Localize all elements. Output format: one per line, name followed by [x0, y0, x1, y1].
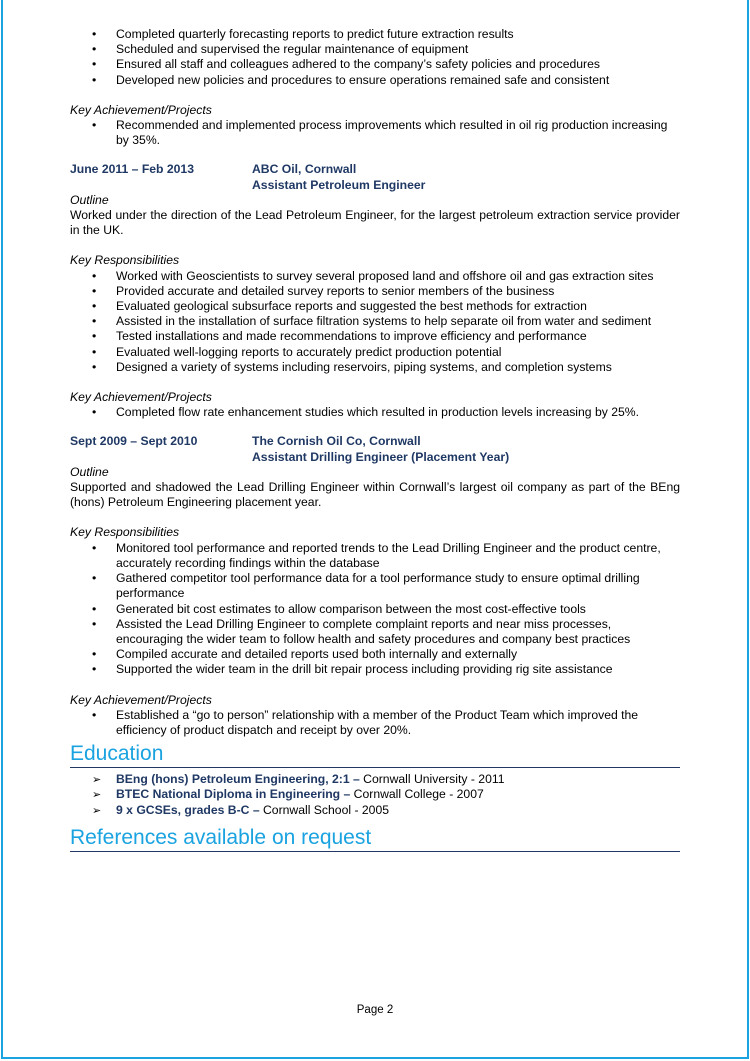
list-item: • Worked with Geoscientists to survey several proposed land and offshore oil and gas extraction sites: [116, 269, 680, 284]
job3-responsibilities-heading: Key Responsibilities: [70, 525, 180, 540]
page-number: Page 2: [356, 1004, 394, 1016]
education-item: [116, 772, 680, 787]
list-item: • Gathered competitor tool performance data for a tool performance study to ensure optimal drilling performance: [116, 571, 680, 601]
list-item: • Designed a variety of systems including reservoirs, piping systems, and completion systems: [116, 360, 680, 375]
job3-title: Assistant Drilling Engineer (Placement Year): [252, 449, 510, 464]
list-item: • Monitored tool performance and reported trends to the Lead Drilling Engineer and the product centre, accurately recording findings within the database: [116, 541, 680, 571]
list-item: • Assisted in the installation of surface filtration systems to help separate oil from water and sediment: [116, 314, 680, 329]
job2-outline-heading: Outline: [70, 192, 109, 207]
institution: Cornwall College - 2007: [350, 787, 484, 802]
list-item: • Assisted the Lead Drilling Engineer to complete complaint reports and near miss processes, encouraging the wider team to follow health and safety procedures and company best practices: [116, 617, 680, 647]
list-item: • Scheduled and supervised the regular maintenance of equipment: [116, 42, 680, 57]
job2-dates: June 2011 – Feb 2013: [70, 162, 194, 177]
job2-responsibilities-list: [70, 269, 680, 375]
list-item: • Tested installations and made recommendations to improve efficiency and performance: [116, 329, 680, 344]
education-item: [116, 803, 680, 818]
list-item: • Generated bit cost estimates to allow comparison between the most cost-effective tools: [116, 602, 680, 617]
institution: Cornwall School - 2005: [259, 802, 390, 817]
list-item: • Developed new policies and procedures to ensure operations remained safe and consistent: [116, 73, 680, 88]
job2-header: [70, 162, 680, 192]
job2-responsibilities-heading: Key Responsibilities: [70, 253, 180, 268]
list-item: • Evaluated geological subsurface reports and suggested the best methods for extraction: [116, 299, 680, 314]
job1-achievements-heading: Key Achievement/Projects: [70, 102, 212, 117]
job3-dates: Sept 2009 – Sept 2010: [70, 434, 198, 449]
education-item: [116, 787, 680, 802]
list-item: • Ensured all staff and colleagues adhered to the company’s safety policies and procedures: [116, 57, 680, 72]
list-item: • Completed quarterly forecasting reports to predict future extraction results: [116, 27, 680, 42]
list-item: • Evaluated well-logging reports to accurately predict production potential: [116, 345, 680, 360]
job3-outline: Supported and shadowed the Lead Drilling Engineer within Cornwall’s largest oil company as part of the BEng (hons) Petroleum Engineering placement year.: [70, 480, 680, 510]
job3-header: [70, 434, 680, 464]
qualification: BEng (hons) Petroleum Engineering, 2:1 –: [116, 772, 360, 787]
job2-achievements-list: [70, 405, 680, 420]
job3-outline-heading: Outline: [70, 464, 109, 479]
job2-company: ABC Oil, Cornwall: [252, 162, 357, 177]
qualification: BTEC National Diploma in Engineering –: [116, 787, 351, 802]
list-item: • Established a “go to person” relationship with a member of the Product Team which improved the efficiency of product dispatch and receipt by over 20%.: [116, 708, 680, 738]
list-item: • Recommended and implemented process improvements which resulted in oil rig production increasing by 35%.: [116, 118, 680, 148]
institution: Cornwall University - 2011: [359, 772, 505, 787]
list-item: • Completed flow rate enhancement studies which resulted in production levels increasing by 25%.: [116, 405, 680, 420]
qualification: 9 x GCSEs, grades B-C –: [116, 802, 260, 817]
education-heading: Education: [70, 742, 680, 768]
job1-achievements-list: [70, 118, 680, 148]
job2-achievements-heading: Key Achievement/Projects: [70, 390, 212, 405]
job3-achievements-heading: Key Achievement/Projects: [70, 692, 212, 707]
cv-page: [70, 27, 680, 852]
list-item: • Supported the wider team in the drill bit repair process including providing rig site assistance: [116, 662, 680, 677]
job3-responsibilities-list: [70, 541, 680, 678]
job1-responsibilities-list: [70, 27, 680, 88]
job2-title: Assistant Petroleum Engineer: [252, 177, 426, 192]
job3-achievements-list: [70, 708, 680, 738]
list-item: • Provided accurate and detailed survey reports to senior members of the business: [116, 284, 680, 299]
job2-outline: Worked under the direction of the Lead Petroleum Engineer, for the largest petroleum extraction service provider in the UK.: [70, 208, 680, 238]
list-item: • Compiled accurate and detailed reports used both internally and externally: [116, 647, 680, 662]
references-heading: References available on request: [70, 826, 680, 852]
job3-company: The Cornish Oil Co, Cornwall: [252, 434, 421, 449]
education-list: [70, 772, 680, 818]
